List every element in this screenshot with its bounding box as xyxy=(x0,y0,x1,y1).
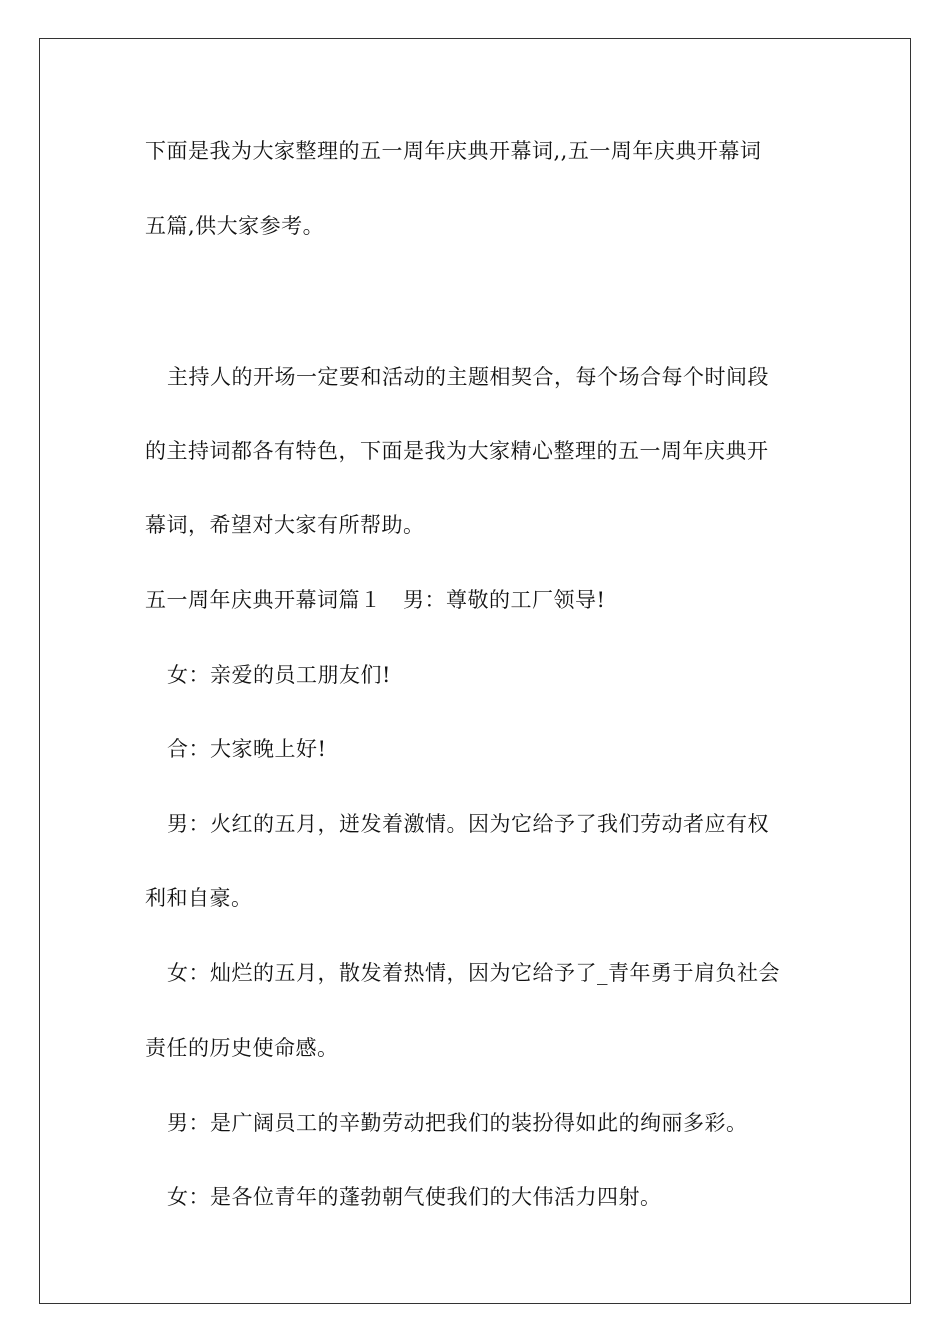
intro-line-1: 下面是我为大家整理的五一周年庆典开幕词,,五一周年庆典开幕词 xyxy=(145,139,762,163)
dialogue-line-female-2: 女：灿烂的五月，散发着热情，因为它给予了_青年勇于肩负社会 xyxy=(167,961,780,985)
paragraph-line-2: 的主持词都各有特色，下面是我为大家精心整理的五一周年庆典开 xyxy=(145,439,769,463)
dialogue-line-male-2-cont: 利和自豪。 xyxy=(145,886,253,910)
intro-line-2: 五篇,供大家参考。 xyxy=(145,214,325,238)
paragraph-line-3: 幕词，希望对大家有所帮助。 xyxy=(145,513,425,537)
dialogue-line-together: 合：大家晚上好! xyxy=(167,737,327,761)
paragraph-line-1: 主持人的开场一定要和活动的主题相契合，每个场合每个时间段 xyxy=(167,365,769,389)
dialogue-line-male-2: 男：火红的五月，迸发着激情。因为它给予了我们劳动者应有权 xyxy=(167,812,769,836)
section-heading: 五一周年庆典开幕词篇１ 男：尊敬的工厂领导! xyxy=(145,588,606,612)
dialogue-line-female-2-cont: 责任的历史使命感。 xyxy=(145,1036,339,1060)
dialogue-line-male-3: 男：是广阔员工的辛勤劳动把我们的装扮得如此的绚丽多彩。 xyxy=(167,1111,748,1135)
dialogue-line-female-3: 女：是各位青年的蓬勃朝气使我们的大伟活力四射。 xyxy=(167,1185,662,1209)
dialogue-line-female-1: 女：亲爱的员工朋友们! xyxy=(167,663,391,687)
